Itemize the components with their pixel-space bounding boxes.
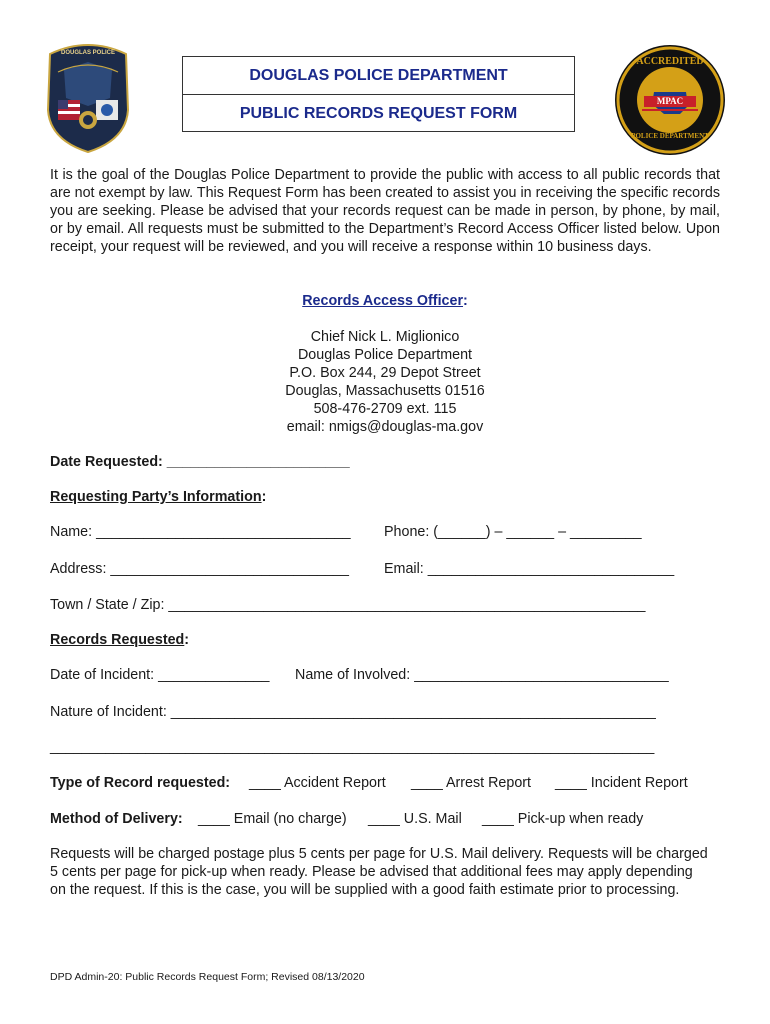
officer-contact-block	[0, 328, 770, 436]
officer-heading	[0, 293, 770, 309]
fees-note-text: Requests will be charged postage plus 5 cents per page for U.S. Mail delivery. Requests will be charged 5 cents per page for pick-up when ready. Please be advised that additional fees may apply depending on the request. If this is the case, you will be supplied with a good faith estimate prior to processing.	[50, 846, 708, 898]
department-title: DOUGLAS POLICE DEPARTMENT	[183, 57, 574, 95]
officer-heading-colon: :	[463, 293, 468, 309]
nature-of-incident-field[interactable]: Nature of Incident: _____________________________________________________________	[50, 704, 656, 720]
fees-note	[50, 845, 710, 899]
douglas-police-patch-logo	[44, 40, 132, 154]
seal-text-mid: MPAC	[656, 96, 684, 106]
officer-city: Douglas, Massachusetts 01516	[285, 383, 485, 399]
officer-name: Chief Nick L. Miglionico	[310, 329, 460, 345]
method-of-delivery-label: Method of Delivery:	[50, 811, 183, 827]
seal-text-bottom: POLICE DEPARTMENT	[631, 132, 709, 140]
pickup-option[interactable]: ____ Pick-up when ready	[482, 811, 644, 827]
type-of-record-label: Type of Record requested:	[50, 775, 231, 791]
records-requested-heading-label: Records Requested	[50, 632, 185, 648]
accredited-seal-logo	[614, 44, 726, 156]
intro-paragraph	[50, 166, 720, 256]
requesting-party-heading: Requesting Party’s Information:	[50, 489, 267, 505]
address-field[interactable]: Address: ______________________________	[50, 561, 349, 577]
officer-street: P.O. Box 244, 29 Depot Street	[289, 365, 481, 381]
accident-report-option[interactable]: ____ Accident Report	[249, 775, 386, 791]
records-requested-heading: Records Requested:	[50, 632, 190, 648]
name-of-involved-field[interactable]: Name of Involved: ________________________________	[295, 667, 669, 683]
us-mail-option[interactable]: ____ U.S. Mail	[368, 811, 462, 827]
patch-text: DOUGLAS POLICE	[60, 50, 115, 56]
form-footer: DPD Admin-20: Public Records Request Form; Revised 08/13/2020	[50, 971, 365, 983]
email-field[interactable]: Email: _______________________________	[384, 561, 675, 577]
officer-email: email: nmigs@douglas-ma.gov	[286, 419, 484, 435]
town-state-zip-field[interactable]: Town / State / Zip: ____________________________________________________________	[50, 597, 646, 613]
date-requested-field[interactable]: Date Requested: _______________________	[50, 454, 350, 470]
date-of-incident-field[interactable]: Date of Incident: ______________	[50, 667, 270, 683]
officer-phone: 508-476-2709 ext. 115	[313, 401, 457, 417]
incident-report-option[interactable]: ____ Incident Report	[555, 775, 688, 791]
seal-text-top: ACCREDITED	[636, 56, 704, 67]
intro-text: It is the goal of the Douglas Police Department to provide the public with access to all public records that are not exempt by law. This Request Form has been created to assist you in receiving the specific records you are seeking. Please be advised that your records request can be made in person, by phone, by mail, or by email. All requests must be submitted to the Department’s Record Access Officer listed below. Upon receipt, your request will be reviewed, and you will receive a response within 10 business days.	[50, 167, 720, 255]
form-title: PUBLIC RECORDS REQUEST FORM	[239, 104, 518, 122]
form-title-box	[182, 56, 575, 132]
requesting-party-heading-label: Requesting Party’s Information	[50, 489, 262, 505]
phone-field[interactable]: Phone: (______) – ______ – _________	[384, 524, 642, 540]
name-field[interactable]: Name: ________________________________	[50, 524, 351, 540]
officer-heading-label: Records Access Officer	[302, 293, 464, 309]
email-delivery-option[interactable]: ____ Email (no charge)	[198, 811, 347, 827]
nature-of-incident-line-2[interactable]: ____________________________________________________________________________	[50, 739, 655, 755]
officer-department: Douglas Police Department	[297, 347, 473, 363]
arrest-report-option[interactable]: ____ Arrest Report	[411, 775, 532, 791]
